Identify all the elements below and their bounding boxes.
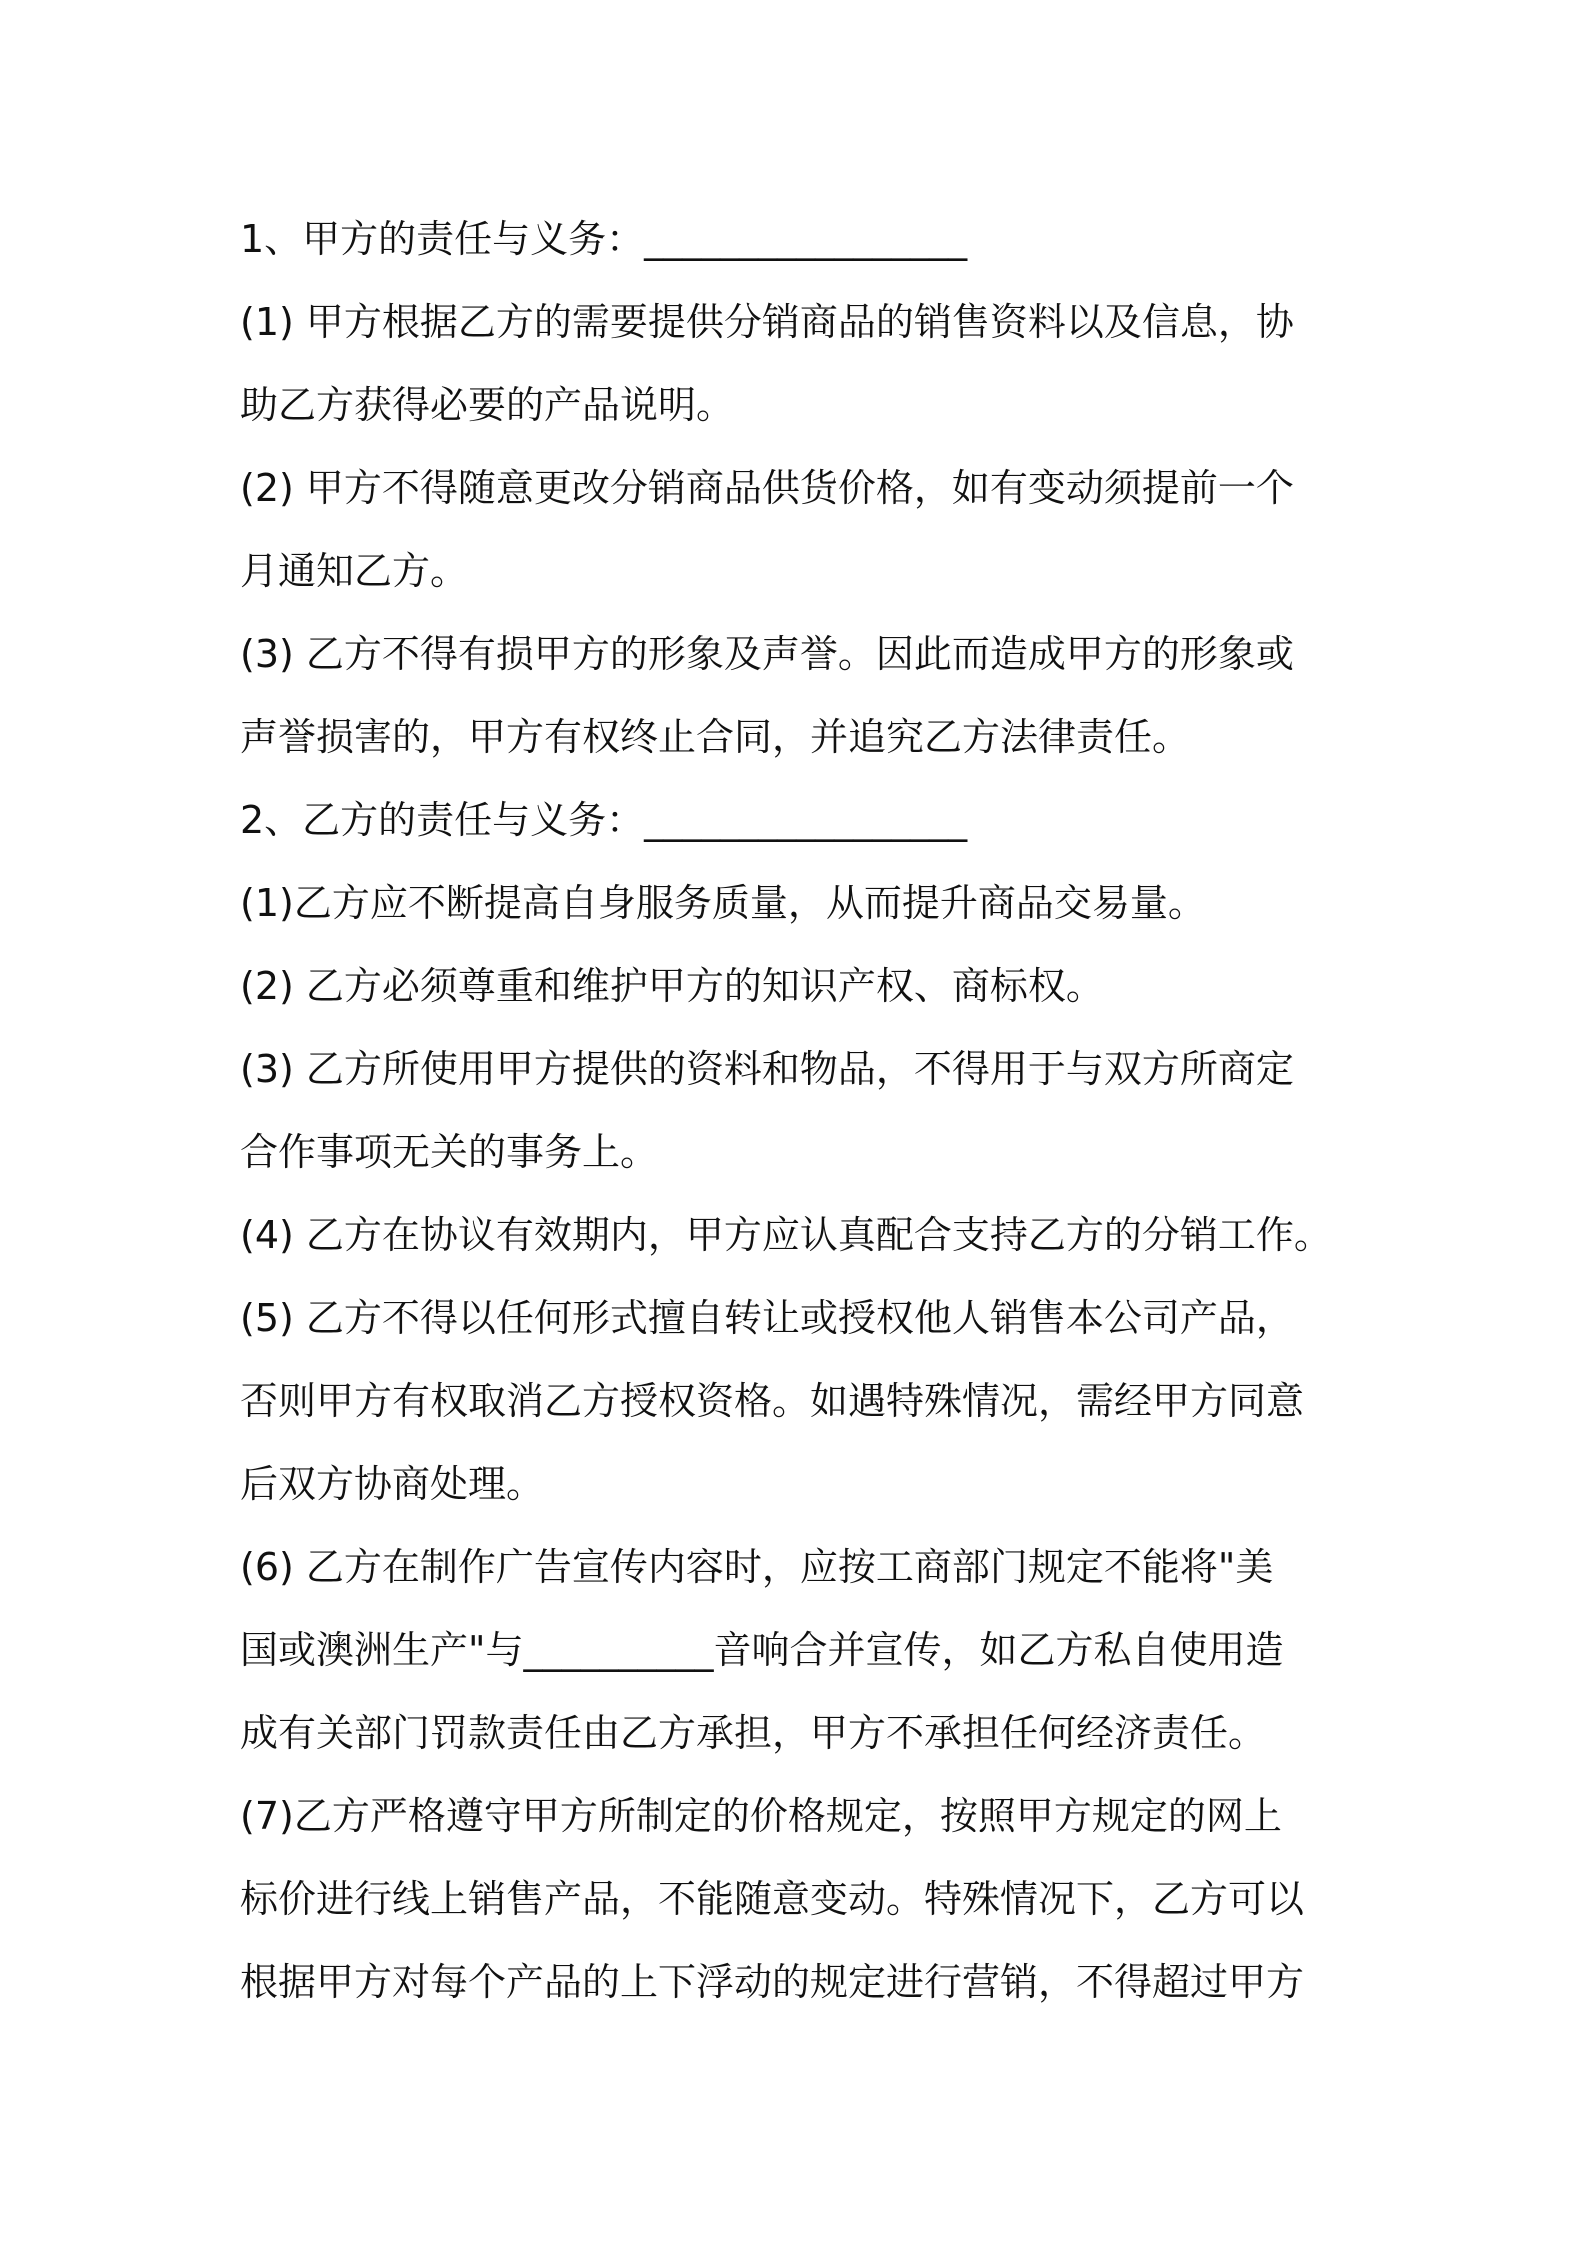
paragraph-line: (3) 乙方不得有损甲方的形象及声誉。因此而造成甲方的形象或 (240, 632, 1294, 676)
paragraph-line: (3) 乙方所使用甲方提供的资料和物品，不得用于与双方所商定 (240, 1047, 1294, 1091)
paragraph-line: 否则甲方有权取消乙方授权资格。如遇特殊情况，需经甲方同意 (240, 1379, 1305, 1423)
paragraph-line: (6) 乙方在制作广告宣传内容时，应按工商部门规定不能将"美 (240, 1545, 1274, 1589)
paragraph-line: (2) 乙方必须尊重和维护甲方的知识产权、商标权。 (240, 964, 1104, 1008)
document-body (240, 198, 1380, 2024)
paragraph-line: 合作事项无关的事务上。 (240, 1130, 659, 1174)
paragraph-line: (4) 乙方在协议有效期内，甲方应认真配合支持乙方的分销工作。 (240, 1213, 1332, 1257)
paragraph-line: 标价进行线上销售产品，不能随意变动。特殊情况下，乙方可以 (240, 1877, 1305, 1921)
paragraph-line: 助乙方获得必要的产品说明。 (240, 383, 735, 427)
paragraph-line: 后双方协商处理。 (240, 1462, 545, 1506)
paragraph-line: (7)乙方严格遵守甲方所制定的价格规定，按照甲方规定的网上 (240, 1794, 1282, 1838)
paragraph-line: 国或澳洲生产"与__________音响合并宣传，如乙方私自使用造 (240, 1628, 1284, 1672)
paragraph-line: (5) 乙方不得以任何形式擅自转让或授权他人销售本公司产品， (240, 1296, 1294, 1340)
paragraph-line: (1) 甲方根据乙方的需要提供分销商品的销售资料以及信息，协 (240, 300, 1294, 344)
section-1-heading: 1、甲方的责任与义务：_________________ (240, 217, 968, 261)
section-2-heading: 2、乙方的责任与义务：_________________ (240, 798, 968, 842)
paragraph-line: (2) 甲方不得随意更改分销商品供货价格，如有变动须提前一个 (240, 466, 1294, 510)
paragraph-line: 声誉损害的，甲方有权终止合同，并追究乙方法律责任。 (240, 715, 1191, 759)
paragraph-line: 月通知乙方。 (240, 549, 469, 593)
paragraph-line: 根据甲方对每个产品的上下浮动的规定进行营销，不得超过甲方 (240, 1960, 1305, 2004)
paragraph-line: 成有关部门罚款责任由乙方承担，甲方不承担任何经济责任。 (240, 1711, 1267, 1755)
paragraph-line: (1)乙方应不断提高自身服务质量，从而提升商品交易量。 (240, 881, 1206, 925)
